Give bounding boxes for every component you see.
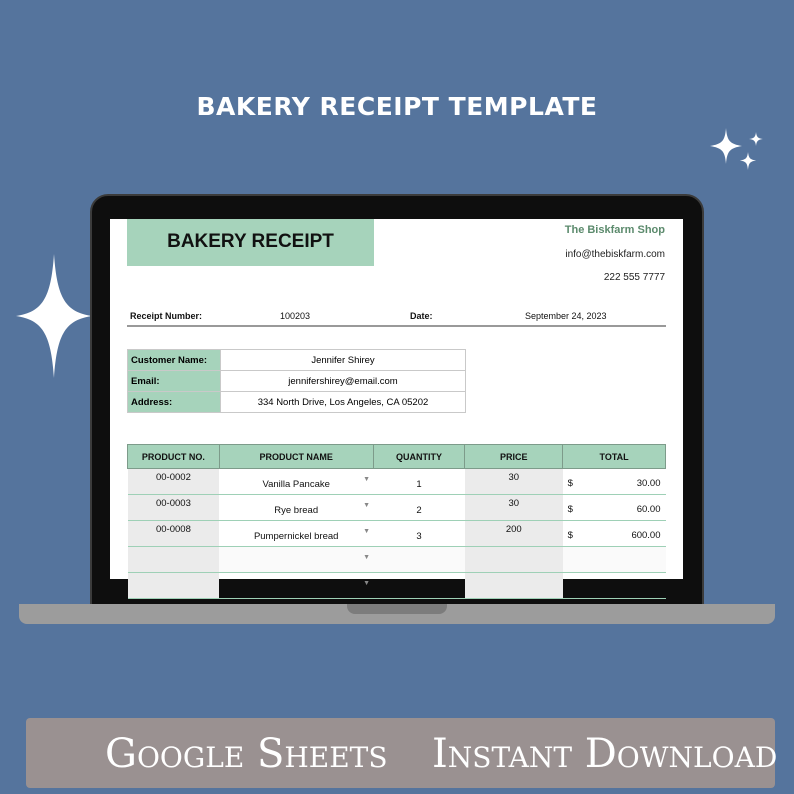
total-cell xyxy=(563,573,666,599)
table-row xyxy=(128,521,666,547)
quantity-cell[interactable] xyxy=(373,547,465,573)
table-row xyxy=(128,495,666,521)
currency-symbol: $ xyxy=(567,530,573,541)
product-no-cell[interactable] xyxy=(128,573,220,599)
col-product-no: PRODUCT NO. xyxy=(128,445,220,469)
banner-instant-download: Instant Download xyxy=(432,731,778,777)
product-name-dropdown[interactable] xyxy=(219,521,373,547)
shop-name: The Biskfarm Shop xyxy=(564,224,665,236)
laptop-notch xyxy=(347,604,447,614)
total-cell xyxy=(563,469,666,495)
total-cell xyxy=(563,495,666,521)
col-price: PRICE xyxy=(465,445,563,469)
price-cell[interactable] xyxy=(465,547,563,573)
shop-email: info@thebiskfarm.com xyxy=(565,249,665,260)
product-name-dropdown[interactable] xyxy=(219,495,373,521)
product-name-dropdown[interactable] xyxy=(219,547,373,573)
receipt-number-value[interactable]: 100203 xyxy=(280,311,311,321)
date-label: Date: xyxy=(410,311,433,321)
quantity-text: 2 xyxy=(416,504,422,516)
date-value[interactable]: September 24, 2023 xyxy=(525,311,607,321)
dropdown-arrow-icon[interactable]: ▼ xyxy=(363,528,371,535)
total-value: 60.00 xyxy=(636,504,661,515)
quantity-cell[interactable] xyxy=(373,495,465,521)
page-title: BAKERY RECEIPT TEMPLATE xyxy=(196,92,598,121)
col-quantity: QUANTITY xyxy=(373,445,465,469)
shop-phone: 222 555 7777 xyxy=(603,272,665,283)
price-cell[interactable] xyxy=(465,573,563,599)
currency-symbol: $ xyxy=(567,478,573,489)
quantity-text: 1 xyxy=(416,478,422,490)
quantity-text: 3 xyxy=(416,530,422,542)
quantity-cell[interactable] xyxy=(373,469,465,495)
col-product-name: PRODUCT NAME xyxy=(219,445,373,469)
total-value: 30.00 xyxy=(636,478,661,489)
customer-email-cell[interactable]: jennifershirey@email.com xyxy=(221,371,466,392)
customer-address-row xyxy=(128,392,466,413)
quantity-cell[interactable] xyxy=(373,573,465,599)
table-row-empty xyxy=(128,573,666,599)
divider xyxy=(127,325,666,327)
sparkle-large-icon xyxy=(16,254,92,378)
product-no-cell[interactable]: 00-0008 xyxy=(128,521,220,547)
total-cell xyxy=(563,521,666,547)
product-name-dropdown[interactable] xyxy=(219,469,373,495)
receipt-number-label: Receipt Number: xyxy=(130,311,203,321)
product-name-text: Pumpernickel bread xyxy=(253,530,339,542)
total-cell xyxy=(563,547,666,573)
product-no-cell[interactable]: 00-0003 xyxy=(128,495,220,521)
product-no-cell[interactable]: 00-0002 xyxy=(128,469,220,495)
customer-table xyxy=(127,349,466,413)
customer-address-cell[interactable]: 334 North Drive, Los Angeles, CA 05202 xyxy=(221,392,466,413)
product-header-row xyxy=(128,445,666,469)
table-row xyxy=(128,469,666,495)
dropdown-arrow-icon[interactable]: ▼ xyxy=(363,554,371,561)
product-name-dropdown[interactable] xyxy=(219,573,373,599)
customer-name-row xyxy=(128,350,466,371)
price-cell[interactable]: 30 xyxy=(465,495,563,521)
customer-email-row xyxy=(128,371,466,392)
receipt-title: BAKERY RECEIPT xyxy=(167,231,334,252)
product-name-text: Rye bread xyxy=(274,504,319,516)
table-row-empty xyxy=(128,547,666,573)
currency-symbol: $ xyxy=(567,504,573,515)
product-no-cell[interactable] xyxy=(128,547,220,573)
product-name-text: Vanilla Pancake xyxy=(262,478,330,490)
spreadsheet-screen xyxy=(110,219,683,587)
customer-name-cell[interactable]: Jennifer Shirey xyxy=(221,350,466,371)
col-total: TOTAL xyxy=(563,445,666,469)
dropdown-arrow-icon[interactable]: ▼ xyxy=(363,580,371,587)
customer-name-label: Customer Name: xyxy=(128,350,221,371)
banner-google-sheets: Google Sheets xyxy=(105,731,388,777)
customer-email-label: Email: xyxy=(128,371,221,392)
price-cell[interactable]: 30 xyxy=(465,469,563,495)
product-table xyxy=(127,444,666,599)
customer-address-label: Address: xyxy=(128,392,221,413)
price-cell[interactable]: 200 xyxy=(465,521,563,547)
sparkle-small-icon xyxy=(710,126,766,174)
total-value: 600.00 xyxy=(631,530,661,541)
quantity-cell[interactable] xyxy=(373,521,465,547)
dropdown-arrow-icon[interactable]: ▼ xyxy=(363,476,371,483)
dropdown-arrow-icon[interactable]: ▼ xyxy=(363,502,371,509)
